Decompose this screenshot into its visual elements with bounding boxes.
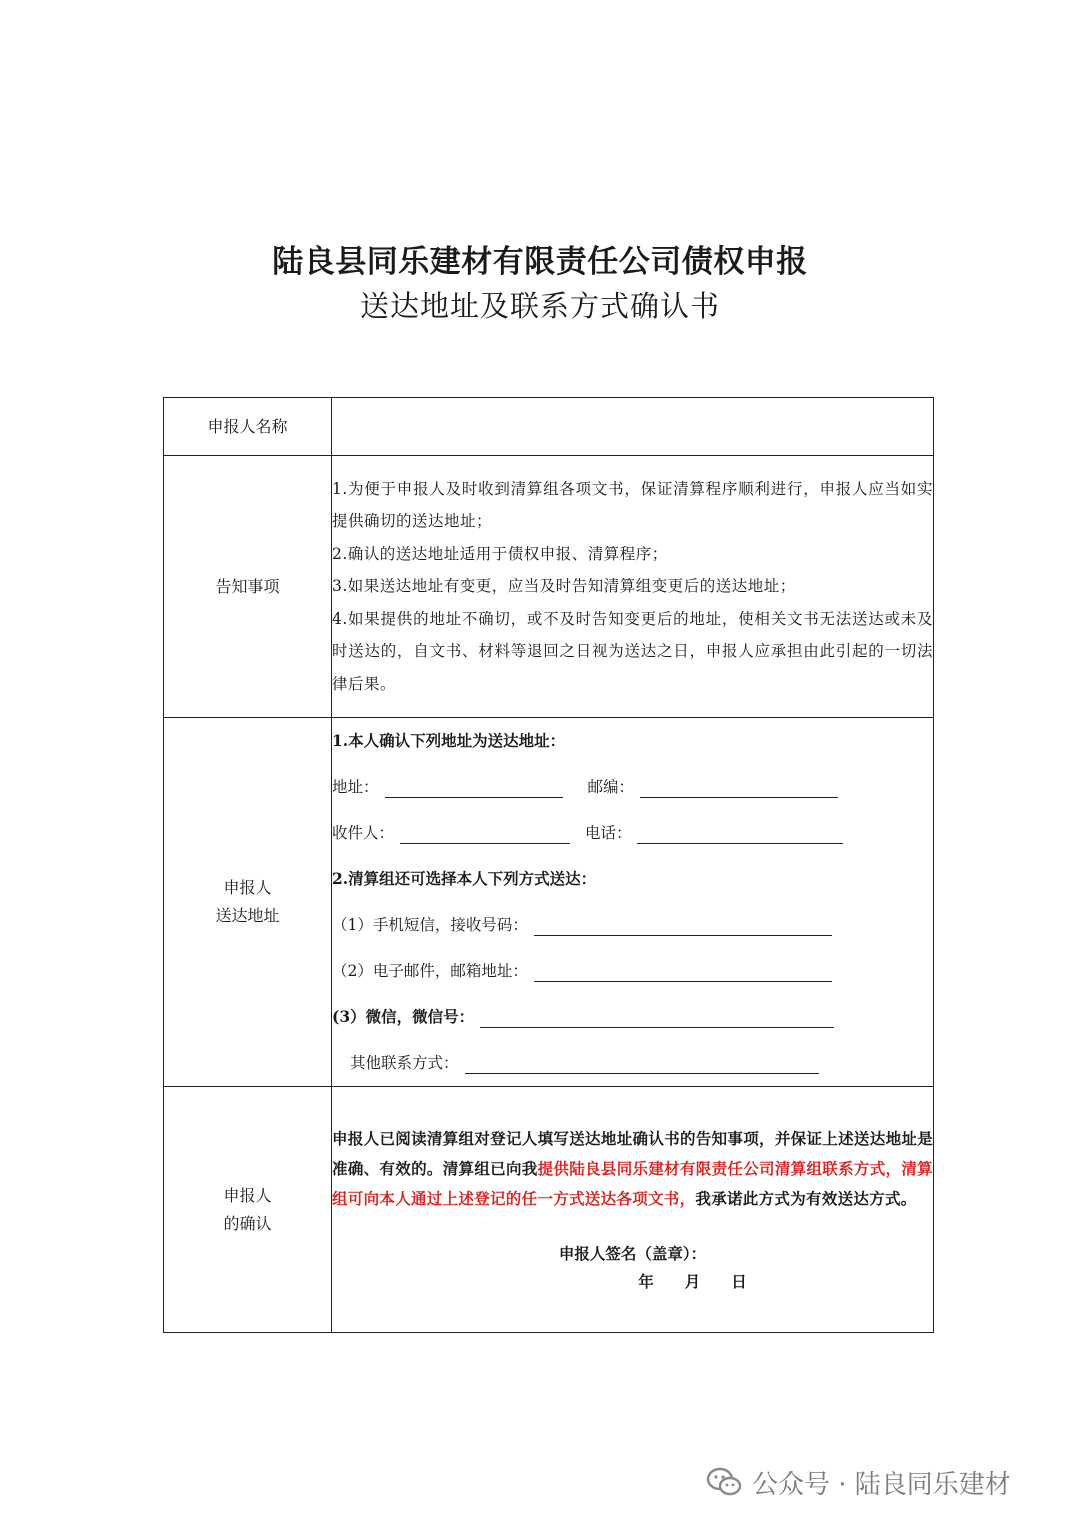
- wechat-blank[interactable]: [480, 1009, 834, 1028]
- notice-item-1: 1.为便于申报人及时收到清算组各项文书，保证清算程序顺利进行，申报人应当如实提供确切的送达地址；: [332, 479, 933, 531]
- notice-item-4: 4.如果提供的地址不确切，或不及时告知变更后的地址，使相关文书无法送达或未及时送达的，自文书、材料等退回之日视为送达之日，申报人应承担由此引起的一切法律后果。: [332, 609, 933, 693]
- sms-row: [332, 902, 933, 948]
- applicant-name-field[interactable]: [332, 398, 934, 456]
- account-watermark: [706, 1462, 1011, 1502]
- confirmation-content: [332, 1087, 934, 1333]
- notice-item-3: 3.如果送达地址有变更，应当及时告知清算组变更后的送达地址；: [332, 577, 796, 596]
- recipient-field-label: 收件人：: [332, 824, 395, 842]
- address-content: [332, 718, 934, 1087]
- confirmation-text-part1: 申报人已阅读清算组对登记人填写送达地址确认书的告知事项，并保证上述送达地址是准确、有效的。清算组已向我: [332, 1128, 933, 1178]
- confirmation-form-table: [163, 397, 934, 1333]
- applicant-name-row: [164, 398, 934, 456]
- address-blank[interactable]: [385, 779, 563, 798]
- notice-item-2: 2.确认的送达地址适用于债权申报、清算程序；: [332, 544, 668, 563]
- email-row: [332, 948, 933, 994]
- address-row: [164, 718, 934, 1087]
- notice-row: [164, 456, 934, 718]
- other-contact-field-label: 其他联系方式：: [350, 1054, 459, 1072]
- recipient-blank[interactable]: [400, 825, 570, 844]
- notice-content: [332, 456, 934, 718]
- postcode-field-label: 邮编：: [587, 778, 634, 796]
- address-section-1-heading: 1.本人确认下列地址为送达地址：: [332, 731, 566, 750]
- sms-field-label: （1）手机短信，接收号码：: [332, 916, 528, 934]
- confirmation-text-highlight: 提供陆良县同乐建材有限责任公司清算组联系方式，清算组可向本人通过上述登记的任一方式送达各项文书，: [332, 1158, 933, 1208]
- confirmation-label: [164, 1087, 332, 1333]
- phone-field-label: 电话：: [584, 824, 632, 842]
- email-field-label: （2）电子邮件，邮箱地址：: [332, 962, 528, 980]
- confirmation-statement: [332, 1124, 933, 1214]
- document-title-line2: 送达地址及联系方式确认书: [359, 289, 720, 323]
- address-label-line1: 申报人: [223, 878, 272, 897]
- date-label: 年 月 日: [638, 1271, 747, 1291]
- confirmation-label-line2: 的确认: [223, 1213, 272, 1233]
- sms-blank[interactable]: [534, 917, 832, 936]
- other-contact-row: [332, 1040, 933, 1086]
- address-section-2-heading: 2.清算组还可选择本人下列方式送达：: [332, 869, 597, 888]
- signature-label: 申报人签名（盖章）：: [558, 1243, 707, 1263]
- address-label: [164, 718, 332, 1087]
- other-contact-blank[interactable]: [465, 1055, 819, 1074]
- wechat-icon: [706, 1466, 742, 1498]
- recipient-phone-row: [332, 810, 933, 856]
- confirmation-row: [164, 1087, 934, 1333]
- wechat-field-label: (3）微信，微信号：: [332, 1007, 475, 1026]
- wechat-row: [332, 994, 933, 1040]
- address-field-label: 地址：: [332, 778, 379, 796]
- phone-blank[interactable]: [637, 825, 843, 844]
- notice-label: 告知事项: [164, 456, 332, 718]
- applicant-name-label: 申报人名称: [164, 398, 332, 456]
- address-postcode-row: [332, 764, 933, 810]
- confirmation-label-line1: 申报人: [223, 1185, 272, 1205]
- confirmation-text-part2: 我承诺此方式为有效送达方式。: [695, 1188, 917, 1208]
- address-label-line2: 送达地址: [215, 906, 280, 925]
- email-blank[interactable]: [534, 963, 832, 982]
- postcode-blank[interactable]: [640, 779, 838, 798]
- watermark-text: 公众号 · 陆良同乐建材: [752, 1469, 1011, 1500]
- document-title-line1: 陆良县同乐建材有限责任公司债权申报: [272, 244, 808, 280]
